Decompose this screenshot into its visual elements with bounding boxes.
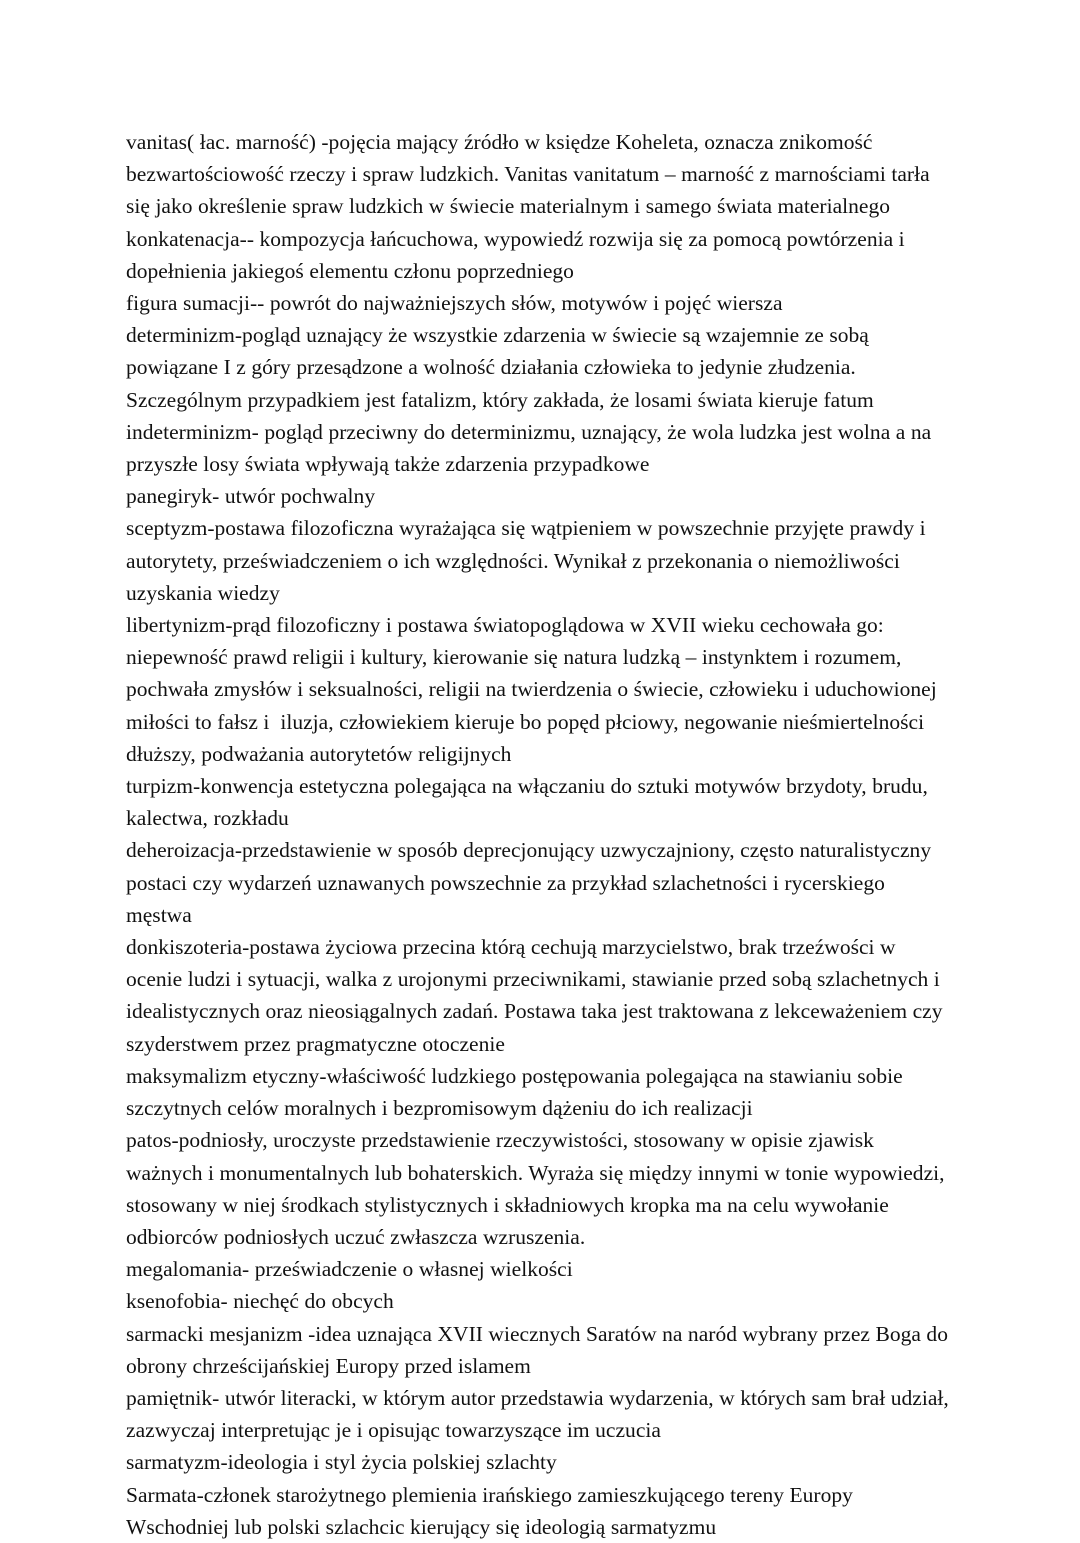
glossary-entry: figura sumacji-- powrót do najważniejszych słów, motywów i pojęć wiersza	[126, 291, 783, 316]
glossary-entry: indeterminizm- pogląd przeciwny do determinizmu, uznający, że wola ludzka jest wolna a na przyszłe losy świata wpływają także zdarzenia przypadkowe	[126, 419, 937, 477]
glossary-entry: maksymalizm etyczny-właściwość ludzkiego postępowania polegająca na stawianiu sobie szczytnych celów moralnych i bezpromisowym dążeniu do ich realizacji	[126, 1063, 909, 1121]
document-text-body	[126, 126, 954, 1543]
glossary-entry: vanitas( łac. marność) -pojęcia mający źródło w księdze Koheleta, oznacza znikomość bezwartościowość rzeczy i spraw ludzkich. Vanitas vanitatum – marność z marnościami tarła się jako określenie spraw ludzkich w świecie materialnym i samego świata materialnego	[126, 130, 936, 219]
glossary-entry: megalomania- przeświadczenie o własnej wielkości	[126, 1257, 573, 1282]
glossary-entry: pamiętnik- utwór literacki, w którym autor przedstawia wydarzenia, w których sam brał udział, zazwyczaj interpretując je i opisując towarzyszące im uczucia	[126, 1385, 955, 1443]
glossary-entry: patos-podniosły, uroczyste przedstawienie rzeczywistości, stosowany w opisie zjawisk ważnych i monumentalnych lub bohaterskich. Wyraża się między innymi w tonie wypowiedzi, stosowany w niej środkach stylistycznych i składniowych kropka ma na celu wywołanie odbiorców podniosłych uczuć zwłaszcza wzruszenia.	[126, 1128, 951, 1249]
glossary-entry: sarmatyzm-ideologia i styl życia polskiej szlachty	[126, 1450, 557, 1475]
glossary-entry: turpizm-konwencja estetyczna polegająca na włączaniu do sztuki motywów brzydoty, brudu, kalectwa, rozkładu	[126, 774, 934, 831]
glossary-entry: sarmacki mesjanizm -idea uznająca XVII wiecznych Saratów na naród wybrany przez Boga do obrony chrześcijańskiej Europy przed islamem	[126, 1321, 954, 1378]
glossary-entry: konkatenacja-- kompozycja łańcuchowa, wypowiedź rozwija się za pomocą powtórzenia i dopełnienia jakiegoś elementu członu poprzedniego	[126, 226, 911, 283]
glossary-entry: determinizm-pogląd uznający że wszystkie zdarzenia w świecie są wzajemnie ze sobą powiązane I z góry przesądzone a wolność działania człowieka to jedynie złudzenia. Szczególnym przypadkiem jest fatalizm, który zakłada, że losami świata kieruje fatum	[126, 323, 875, 412]
glossary-entry: deheroizacja-przedstawienie w sposób deprecjonujący uzwyczajniony, często naturalistyczny postaci czy wydarzeń uznawanych powszechnie za przykład szlachetności i rycerskiego męstwa	[126, 838, 937, 927]
glossary-entry: ksenofobia- niechęć do obcych	[126, 1289, 394, 1314]
glossary-entry: libertynizm-prąd filozoficzny i postawa światopoglądowa w XVII wieku cechowała go: niepewność prawd religii i kultury, kierowanie się natura ludzką – instynktem i rozumem, pochwała zmysłów i seksualności, religii na twierdzenia o świecie, człowieku i uduchowionej miłości to fałsz i iluzja, człowiekiem kieruje bo popęd płciowy, negowanie nieśmiertelności dłuższy, podważania autorytetów religijnych	[126, 613, 943, 766]
glossary-entry: sceptyzm-postawa filozoficzna wyrażająca się wątpieniem w powszechnie przyjęte prawdy i autorytety, przeświadczeniem o ich względności. Wynikał z przekonania o niemożliwości uzyskania wiedzy	[126, 516, 932, 605]
glossary-entry: donkiszoteria-postawa życiowa przecina którą cechują marzycielstwo, brak trzeźwości w ocenie ludzi i sytuacji, walka z urojonymi przeciwnikami, stawianie przed sobą szlachetnych i idealistycznych oraz nieosiągalnych zadań. Postawa taka jest traktowana z lekceważeniem czy szyderstwem przez pragmatyczne otoczenie	[126, 935, 948, 1056]
glossary-entry: panegiryk- utwór pochwalny	[126, 484, 376, 509]
glossary-entry: Sarmata-członek starożytnego plemienia irańskiego zamieszkującego tereny Europy Wschodniej lub polski szlachcic kierujący się ideologią sarmatyzmu	[126, 1482, 859, 1539]
